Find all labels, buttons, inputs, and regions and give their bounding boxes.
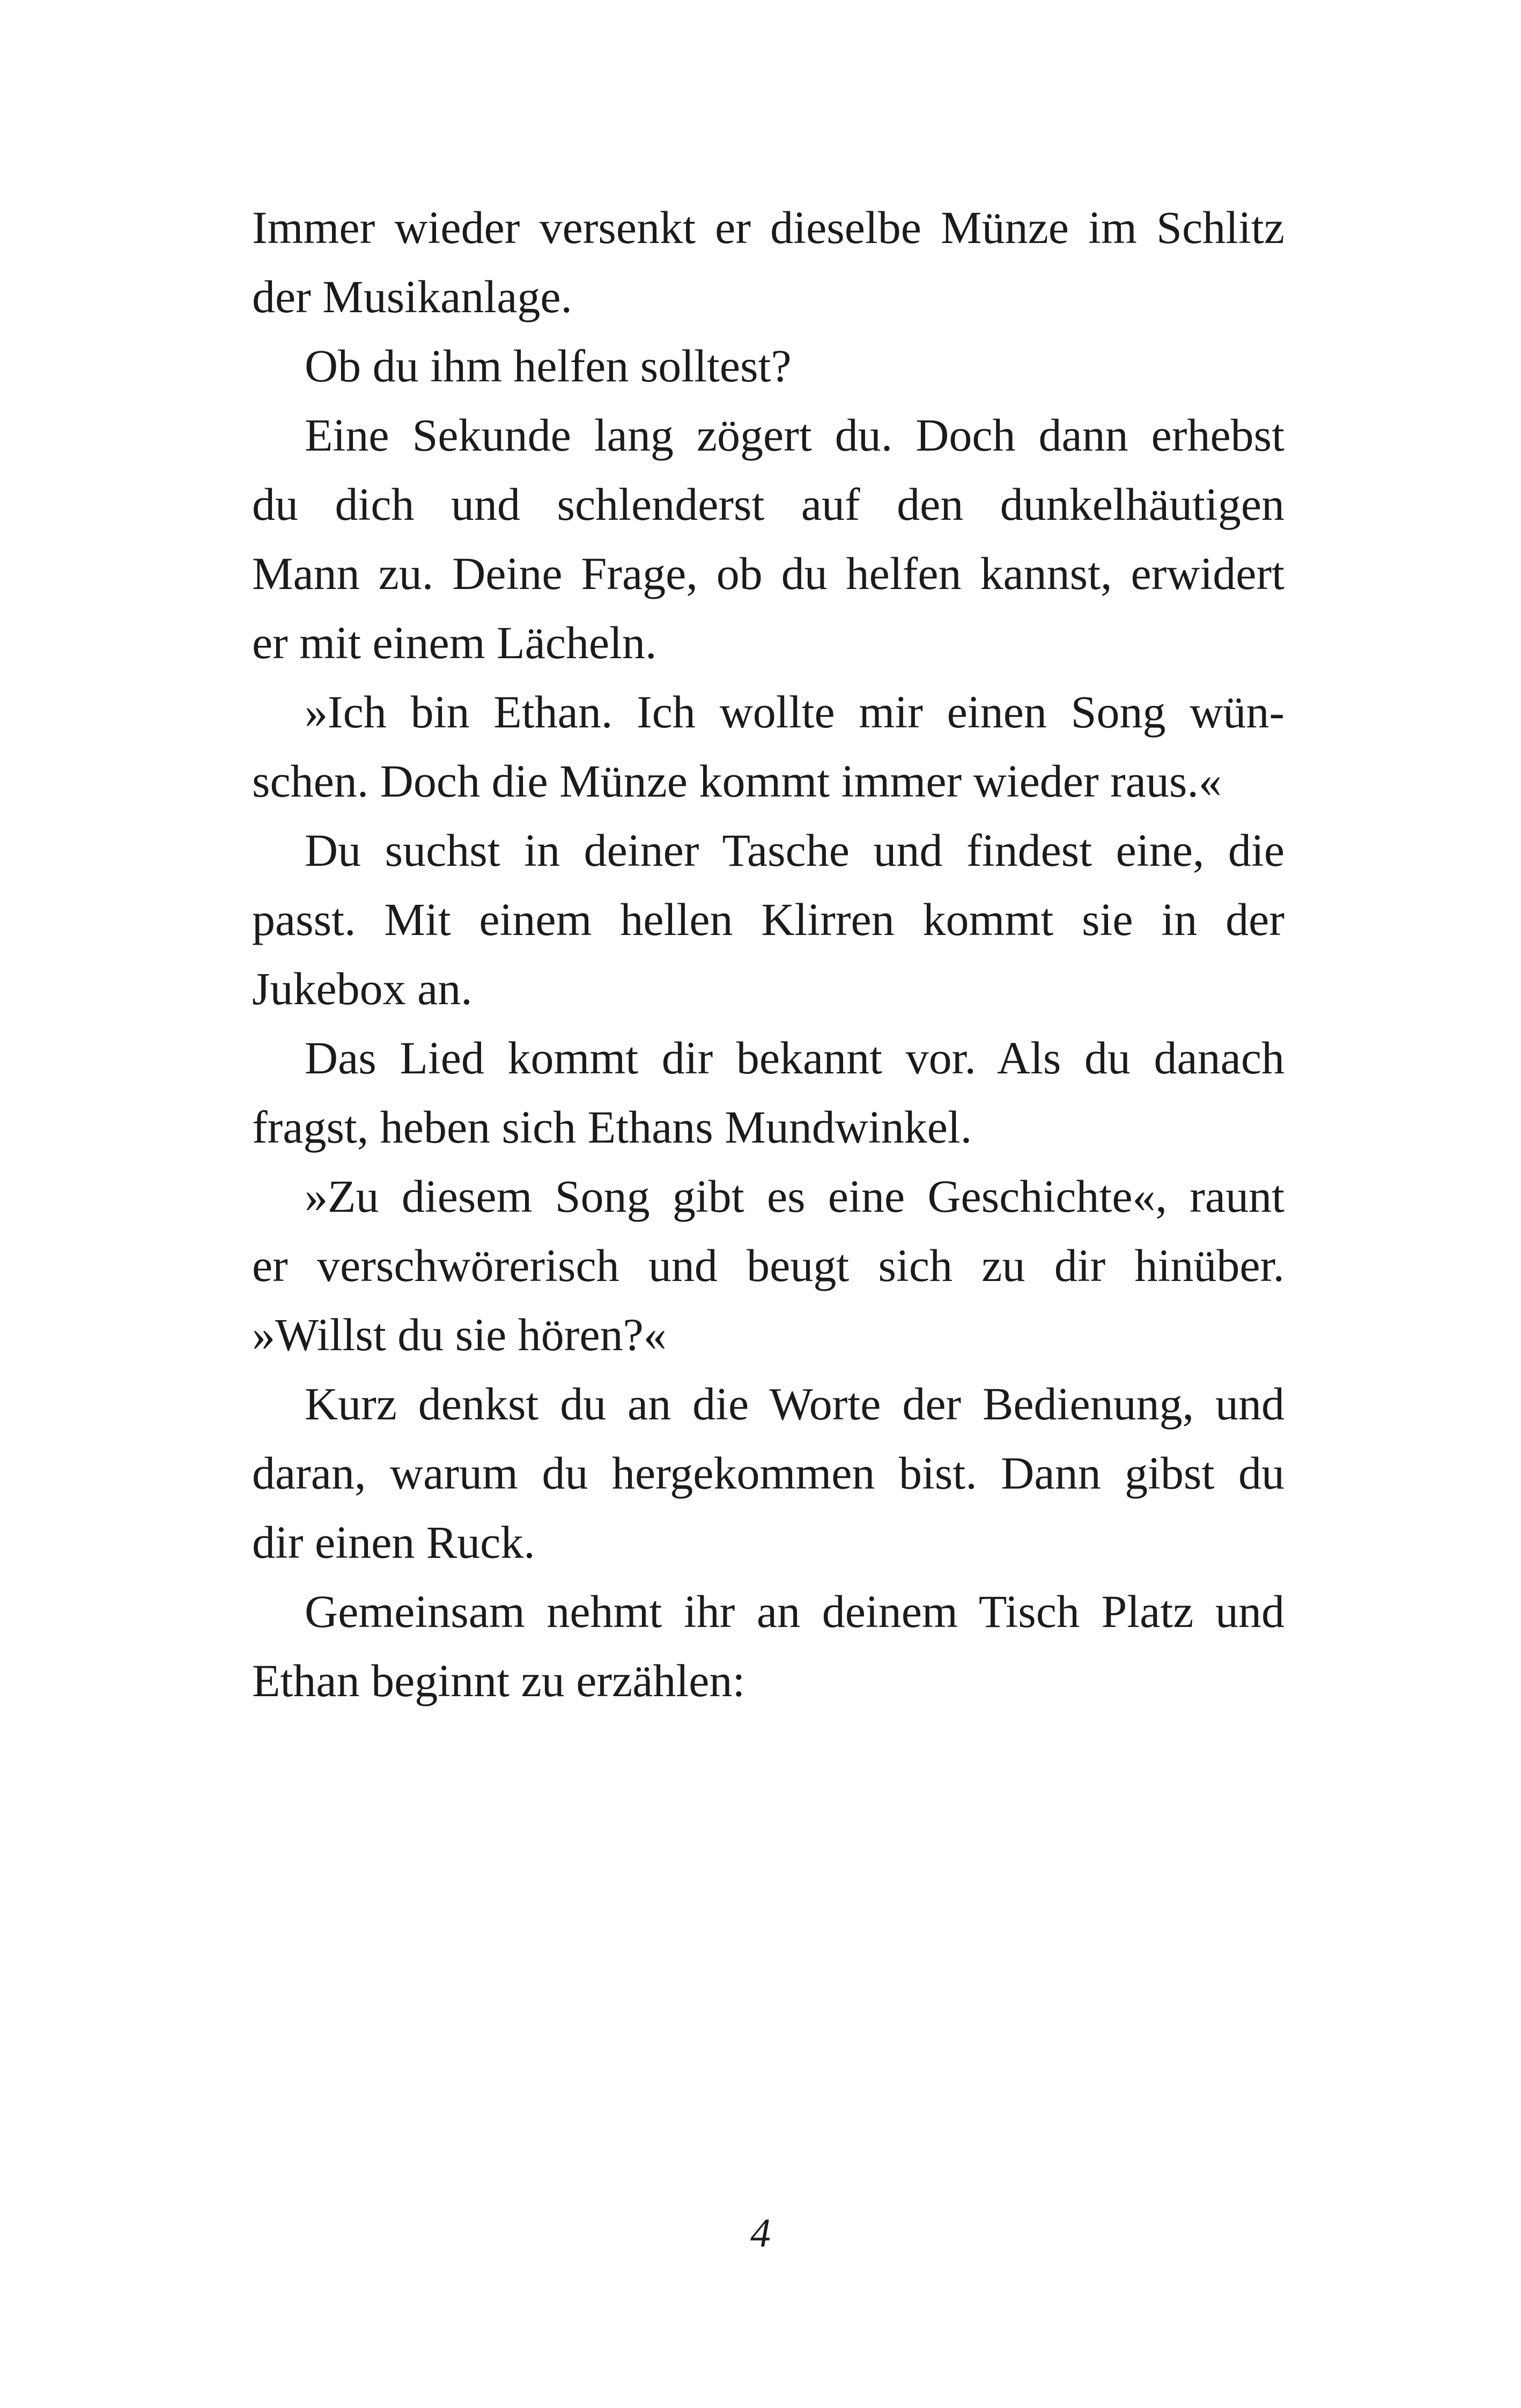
text-line: Immer wieder versenkt er dieselbe Münze im Schlitz — [252, 202, 1284, 253]
text-line: fragst, heben sich Ethans Mundwinkel. — [252, 1101, 972, 1153]
text-line: »Willst du sie hören?« — [252, 1309, 667, 1360]
text-line: Eine Sekunde lang zögert du. Doch dann erhebst — [305, 409, 1284, 461]
text-line: Mann zu. Deine Frage, ob du helfen kannst, erwidert — [252, 548, 1284, 599]
text-line: Ob du ihm helfen solltest? — [305, 340, 792, 392]
text-line: »Zu diesem Song gibt es eine Geschichte«, raunt — [305, 1170, 1284, 1222]
paragraph — [252, 401, 1284, 678]
text-line: du dich und schlenderst auf den dunkelhäutigen — [252, 478, 1284, 530]
text-line: er verschwörerisch und beugt sich zu dir hinüber. — [252, 1240, 1284, 1291]
text-line: er mit einem Lächeln. — [252, 617, 657, 668]
paragraph — [252, 816, 1284, 1023]
text-line: Ethan beginnt zu erzählen: — [252, 1655, 745, 1706]
body-text — [252, 193, 1284, 1715]
text-line: Kurz denkst du an die Worte der Bedienung, und — [305, 1378, 1284, 1430]
text-line: Gemeinsam nehmt ihr an deinem Tisch Platz und — [305, 1586, 1284, 1637]
text-line: Jukebox an. — [252, 963, 472, 1014]
paragraph — [252, 1162, 1284, 1369]
text-line: daran, warum du hergekommen bist. Dann gibst du — [252, 1447, 1284, 1499]
text-line: schen. Doch die Münze kommt immer wieder raus.« — [252, 755, 1222, 807]
paragraph — [252, 1369, 1284, 1577]
text-line: der Musikanlage. — [252, 271, 573, 322]
page-number: 4 — [750, 2211, 771, 2256]
paragraph — [252, 678, 1284, 816]
paragraph — [252, 332, 1284, 401]
paragraph — [252, 193, 1284, 332]
text-line: dir einen Ruck. — [252, 1516, 535, 1568]
text-line: Du suchst in deiner Tasche und findest eine, die — [305, 824, 1284, 876]
paragraph — [252, 1023, 1284, 1162]
text-line: Das Lied kommt dir bekannt vor. Als du danach — [305, 1032, 1284, 1084]
text-line: passt. Mit einem hellen Klirren kommt sie in der — [252, 894, 1284, 945]
paragraph — [252, 1577, 1284, 1715]
text-line: »Ich bin Ethan. Ich wollte mir einen Song wün- — [305, 686, 1284, 738]
